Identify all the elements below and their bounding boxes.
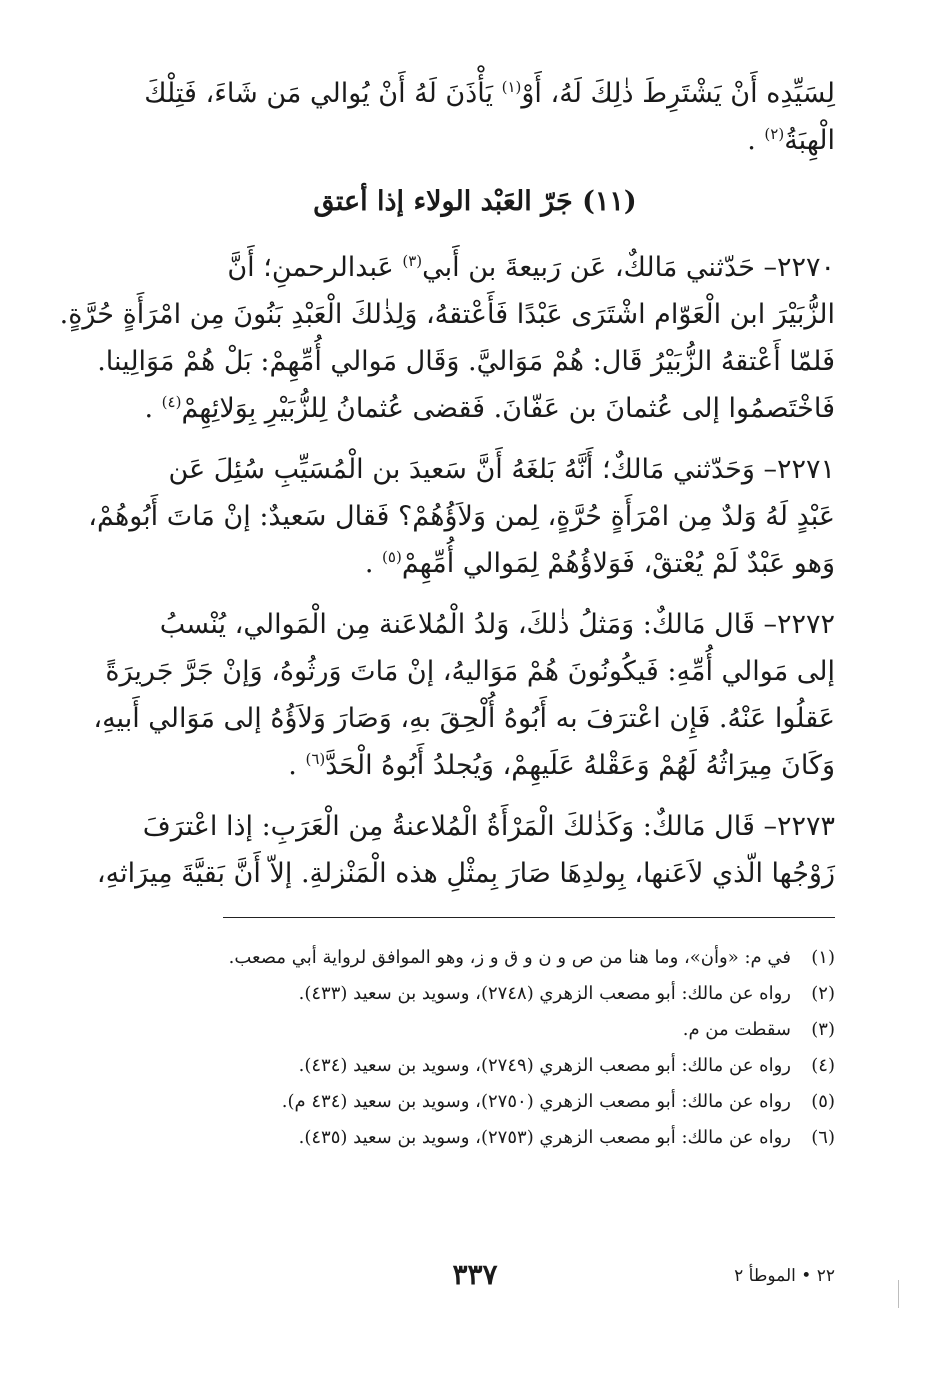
footnote-item (115, 940, 835, 976)
footnote-marker[interactable]: (٤) (161, 393, 182, 411)
footnote-text: رواه عن مالك: أبو مصعب الزهري (٢٧٤٨)، وسويد بن سعيد (٤٣٣). (298, 983, 791, 1004)
footnote-number: (٢) (811, 983, 835, 1004)
footnote-number: (١) (811, 947, 835, 968)
signature-mark: ٢٢ • الموطأ ٢ (734, 1266, 835, 1286)
text-segment: لِسَيِّدِه أَنْ يَشْتَرِطَ ذٰلِكَ لَهُ، أَوْ (521, 78, 835, 109)
footnote-text: رواه عن مالك: أبو مصعب الزهري (٢٧٤٩)، وسويد بن سعيد (٤٣٤). (298, 1055, 791, 1076)
footnote-marker[interactable]: (٦) (305, 750, 326, 768)
text-line: عَبْدٍ لَهُ وَلدٌ مِن امْرَأَةٍ حُرَّةٍ، لِمن وَلاَؤُهُمْ؟ فَقال سَعيدٌ: إنْ مَاتَ أَبُوهُمْ، (88, 501, 835, 532)
text-segment: ٢٢٧٠– حَدّثني مَالكٌ، عَن رَبيعةَ بن أَبي (422, 252, 835, 283)
footnote-marker[interactable]: (٣) (402, 252, 423, 270)
margin-mark (898, 1280, 899, 1308)
paragraph-2271 (88, 446, 835, 587)
footnote-item (115, 1012, 835, 1048)
text-line: إلى مَوالي أُمِّهِ: فَيكُونُونَ هُمْ مَوَاليهُ، إنْ مَاتَ وَرثُوهُ، وَإنْ جَرَّ جَريرَةً (105, 656, 835, 687)
page-number: ٣٣٧ (452, 1258, 498, 1291)
footnote-separator-wrap (115, 917, 835, 918)
footnote-number: (٥) (811, 1091, 835, 1112)
text-line (115, 244, 835, 291)
text-segment: فَاخْتَصمُوا إلى عُثمانَ بن عَفّانَ. فَقضى عُثمانُ لِلزُّبَيْرِ بِوَلائِهِمْ (181, 393, 835, 424)
text-segment: . (144, 393, 162, 424)
text-line: زَوْجُها الّذي لاَعَنها، بِولدِهَا صَارَ بِمثْلِ هذه الْمَنْزلةِ. إلاّ أَنَّ بَقيَّةَ مِيرَاثهِ، (96, 858, 835, 889)
footnote-text: رواه عن مالك: أبو مصعب الزهري (٢٧٥٣)، وسويد بن سعيد (٤٣٥). (298, 1127, 791, 1148)
footnote-text: سقطت من م. (682, 1019, 791, 1040)
text-segment: . (364, 548, 383, 579)
footnote-item (115, 1084, 835, 1120)
footnote-text: في م: «وأن»، وما هنا من ص و ن و ق و ز، وهو الموافق لرواية أبي مصعب. (228, 947, 791, 968)
paragraph-spacer (115, 587, 835, 601)
paragraph-2272 (93, 601, 835, 789)
text-line (115, 540, 835, 587)
text-line (115, 70, 835, 117)
text-segment: يَأْذَنَ لَهُ أَنْ يُوالي مَن شَاءَ، فَتِلْكَ (144, 78, 502, 109)
text-segment: . (747, 125, 765, 156)
footnote-separator (223, 917, 835, 918)
text-segment: عَبدالرحمنِ؛ أَنَّ (227, 252, 403, 283)
text-line (115, 117, 835, 164)
paragraph-2270 (59, 244, 835, 432)
footnote-marker[interactable]: (٥) (382, 548, 402, 566)
footnote-marker[interactable]: (٢) (764, 125, 785, 143)
footnote-number: (٣) (811, 1019, 835, 1040)
text-line: ٢٢٧١– وَحَدّثني مَالكٌ؛ أَنَّهُ بَلغَهُ أَنَّ سَعيدَ بن الْمُسَيِّبِ سُئِلَ عَن (168, 454, 835, 485)
paragraph-2273 (96, 803, 835, 897)
footnote-item (115, 976, 835, 1012)
paragraph-spacer (115, 789, 835, 803)
footnote-number: (٤) (811, 1055, 835, 1076)
text-line: ٢٢٧٣– قَال مَالكٌ: وَكَذٰلكَ الْمَرْأَةُ الْمُلاعنةُ مِن الْعَرَبِ: إذا اعْترَفَ (142, 811, 835, 842)
paragraph-continuation (115, 70, 835, 164)
footnote-text: رواه عن مالك: أبو مصعب الزهري (٢٧٥٠)، وسويد بن سعيد (٤٣٤ م). (281, 1091, 791, 1112)
footnote-marker[interactable]: (١) (501, 78, 522, 96)
text-segment: الْهِبَةُ (784, 125, 835, 156)
text-line: الزُّبَيْرَ ابن الْعَوّام اشْتَرَى عَبْدًا فَأَعْتقهُ، وَلِذٰلكَ الْعَبْدِ بَنُونَ مِن امْرَأَةٍ حُرَّةٍ. (59, 299, 835, 330)
page-body (59, 70, 835, 1156)
footnote-item (115, 1120, 835, 1156)
text-line: فَلمّا أَعْتقهُ الزُّبَيْرُ قَال: هُمْ مَوَاليَّ. وَقَال مَوالي أُمِّهِمْ: بَلْ هُمْ مَوَالِينا. (97, 346, 835, 377)
text-line (115, 385, 835, 432)
text-segment: . (288, 750, 306, 781)
footnote-number: (٦) (811, 1127, 835, 1148)
text-segment: وَهو عَبْدٌ لَمْ يُعْتقْ، فَوَلاؤُهُمْ لِمَوالي أُمِّهِمْ (401, 548, 835, 579)
text-line (115, 742, 835, 789)
footnote-item (115, 1048, 835, 1084)
text-line: عَقلُوا عَنْهُ. فَإِن اعْترَفَ به أَبُوهُ أُلْحِقَ بهِ، وَصَارَ وَلاَؤُهُ إلى مَوَالي أَبيهِ، (93, 703, 835, 734)
footnotes (115, 940, 835, 1156)
paragraph-spacer (115, 432, 835, 446)
text-segment: وَكَانَ مِيرَاثُهُ لَهُمْ وَعَقْلهُ عَلَيهِمْ، وَيُجلدُ أَبُوهُ الْحَدَّ (325, 750, 835, 781)
text-line: ٢٢٧٢– قَال مَالكٌ: وَمَثلُ ذٰلكَ، وَلدُ الْمُلاعَنة مِن الْمَوالي، يُنْسبُ (159, 609, 835, 640)
section-heading: (١١) جَرّ العَبْد الولاء إذا أعتق (313, 186, 637, 217)
